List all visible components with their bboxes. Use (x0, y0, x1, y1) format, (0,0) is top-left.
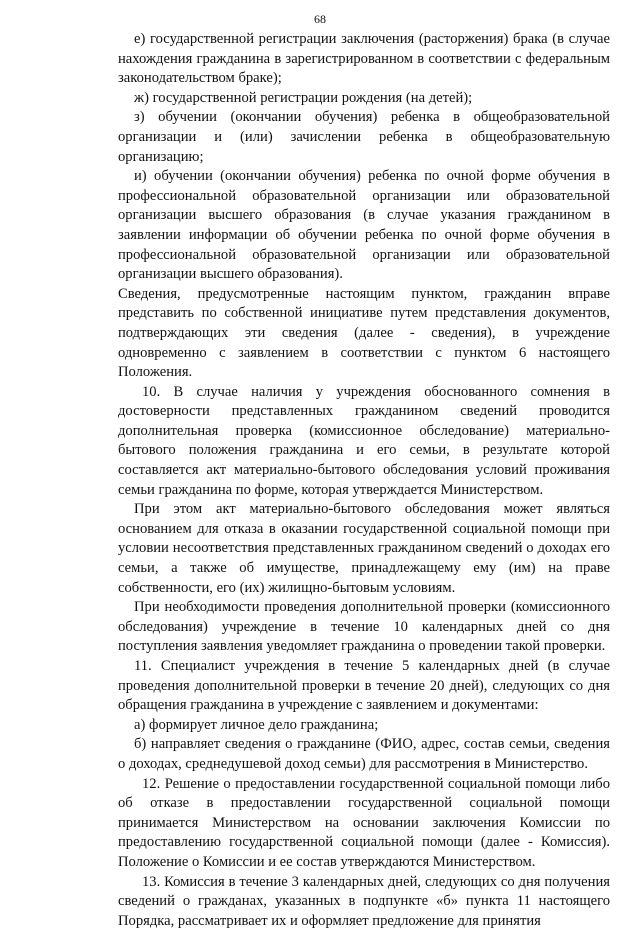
paragraph-11b-send-information: б) направляет сведения о гражданине (ФИО, адрес, состав семьи, сведения о доходах, среднедушевой доход семьи) для рассмотрения в Министерство. (118, 736, 610, 772)
paragraph-11-specialist-duties: 11. Специалист учреждения в течение 5 календарных дней (в случае проведения дополнительной проверки в течение 20 дней), следующих со дня обращения гражданина в учреждение с заявлением и документами: (118, 658, 610, 714)
document-body (118, 30, 610, 931)
paragraph-e-marriage-registration: е) государственной регистрации заключения (расторжения) брака (в случае нахождения гражданина в зарегистрированном в соответствии с федеральным законодательством браке); (118, 31, 610, 87)
paragraph-12-decision: 12. Решение о предоставлении государственной социальной помощи либо об отказе в предоставлении государственной социальной помощи принимается Министерством на основании заключения Комиссии по предоставлению государственной социальной помощи (далее - Комиссия). Положение о Комиссии и ее состав утверждаются Министерством. (118, 775, 610, 870)
paragraph-z-general-education: з) обучении (окончании обучения) ребенка в общеобразовательной организации и (или) зачислении ребенка в общеобразовательную организацию; (118, 109, 610, 165)
paragraph-i-full-time-education: и) обучении (окончании обучения) ребенка по очной форме обучения в профессиональной образовательной организации или образовательной организации высшего образования (в случае указания гражданином в заявлении информации об обучении ребенка по очной форме обучения в профессиональной образовательной организации или образовательной организации высшего образования). (118, 168, 610, 283)
page-number: 68 (314, 12, 326, 26)
paragraph-zh-birth-registration: ж) государственной регистрации рождения (на детей); (134, 89, 473, 106)
paragraph-10-additional-check: 10. В случае наличия у учреждения обоснованного сомнения в достоверности представленных гражданином сведений проводится дополнительная проверка (комиссионное обследование) материально-бытового положения гражданина и его семьи, в результате которой составляется акт материально-бытового обследования условий проживания семьи гражданина по форме, которая утверждается Министерством. (118, 383, 610, 498)
paragraph-check-notification: При необходимости проведения дополнительной проверки (комиссионного обследования) учреждение в течение 10 календарных дней со дня поступления заявления уведомляет гражданина о проведении такой проверки. (118, 599, 610, 655)
paragraph-13-commission: 13. Комиссия в течение 3 календарных дней, следующих со дня получения сведений о гражданах, указанных в подпункте «б» пункта 11 настоящего Порядка, рассматривает их и оформляет предложение для принятия (118, 873, 610, 929)
paragraph-11a-personal-file: а) формирует личное дело гражданина; (134, 716, 379, 733)
paragraph-inspection-act-refusal: При этом акт материально-бытового обследования может являться основанием для отказа в оказании государственной социальной помощи при условии несоответствия представленных гражданином сведений о доходах его семьи, а также об имуществе, принадлежащему ему (им) на праве собственности, его (их) жилищно-бытовым условиям. (118, 501, 610, 596)
paragraph-information-submission: Сведения, предусмотренные настоящим пунктом, гражданин вправе представить по собственной инициативе путем представления документов, подтверждающих эти сведения (далее - сведения), в учреждение одновременно с заявлением в соответствии с пунктом 6 настоящего Положения. (118, 285, 610, 381)
